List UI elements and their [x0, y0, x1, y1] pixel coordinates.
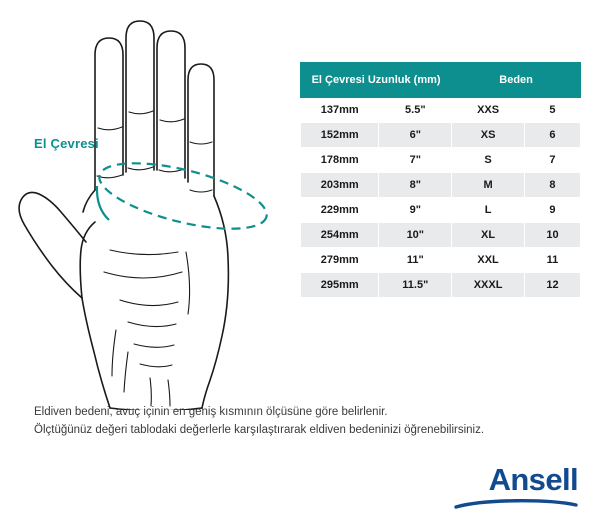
hand-outline-svg	[0, 0, 300, 410]
cell-size: XL	[452, 223, 525, 248]
cell-mm: 178mm	[301, 148, 379, 173]
table-row	[301, 123, 581, 148]
ansell-logo	[454, 464, 578, 510]
table-row	[301, 248, 581, 273]
cell-num: 9	[524, 198, 580, 223]
cell-num: 12	[524, 273, 580, 298]
cell-num: 6	[524, 123, 580, 148]
ansell-wordmark: Ansell	[488, 462, 578, 497]
instructions-text	[34, 404, 574, 440]
cell-num: 10	[524, 223, 580, 248]
circumference-measure-line	[93, 150, 272, 242]
cell-mm: 137mm	[301, 98, 379, 123]
hand-illustration	[0, 0, 300, 410]
table-row	[301, 273, 581, 298]
table-row	[301, 173, 581, 198]
cell-size: S	[452, 148, 525, 173]
cell-num: 11	[524, 248, 580, 273]
table-row	[301, 198, 581, 223]
cell-mm: 295mm	[301, 273, 379, 298]
cell-inch: 5.5"	[379, 98, 452, 123]
instructions-line-1: Eldiven bedeni, avuç içinin en geniş kısmının ölçüsüne göre belirlenir.	[34, 406, 388, 418]
cell-mm: 229mm	[301, 198, 379, 223]
cell-num: 8	[524, 173, 580, 198]
table-row	[301, 223, 581, 248]
cell-num: 7	[524, 148, 580, 173]
logo-swoosh-icon	[454, 498, 578, 510]
cell-size: XS	[452, 123, 525, 148]
instructions-line-2: Ölçtüğünüz değeri tablodaki değerlerle karşılaştırarak eldiven bedeninizi öğrenebilirsiniz.	[34, 423, 485, 436]
cell-inch: 10"	[379, 223, 452, 248]
cell-size: XXXL	[452, 273, 525, 298]
cell-inch: 11"	[379, 248, 452, 273]
table-header-row	[301, 63, 581, 98]
glove-size-table	[300, 62, 581, 298]
cell-size: L	[452, 198, 525, 223]
cell-num: 5	[524, 98, 580, 123]
cell-inch: 9"	[379, 198, 452, 223]
table-header-circumference: El Çevresi Uzunluk (mm)	[301, 63, 452, 98]
cell-inch: 8"	[379, 173, 452, 198]
table-row	[301, 148, 581, 173]
cell-mm: 203mm	[301, 173, 379, 198]
table-row	[301, 98, 581, 123]
hand-circumference-label: El Çevresi	[34, 136, 99, 151]
cell-mm: 152mm	[301, 123, 379, 148]
cell-inch: 7"	[379, 148, 452, 173]
cell-size: XXS	[452, 98, 525, 123]
table-header-size: Beden	[452, 63, 581, 98]
table-body	[301, 98, 581, 298]
cell-inch: 6"	[379, 123, 452, 148]
cell-size: XXL	[452, 248, 525, 273]
cell-size: M	[452, 173, 525, 198]
cell-mm: 254mm	[301, 223, 379, 248]
cell-inch: 11.5"	[379, 273, 452, 298]
cell-mm: 279mm	[301, 248, 379, 273]
